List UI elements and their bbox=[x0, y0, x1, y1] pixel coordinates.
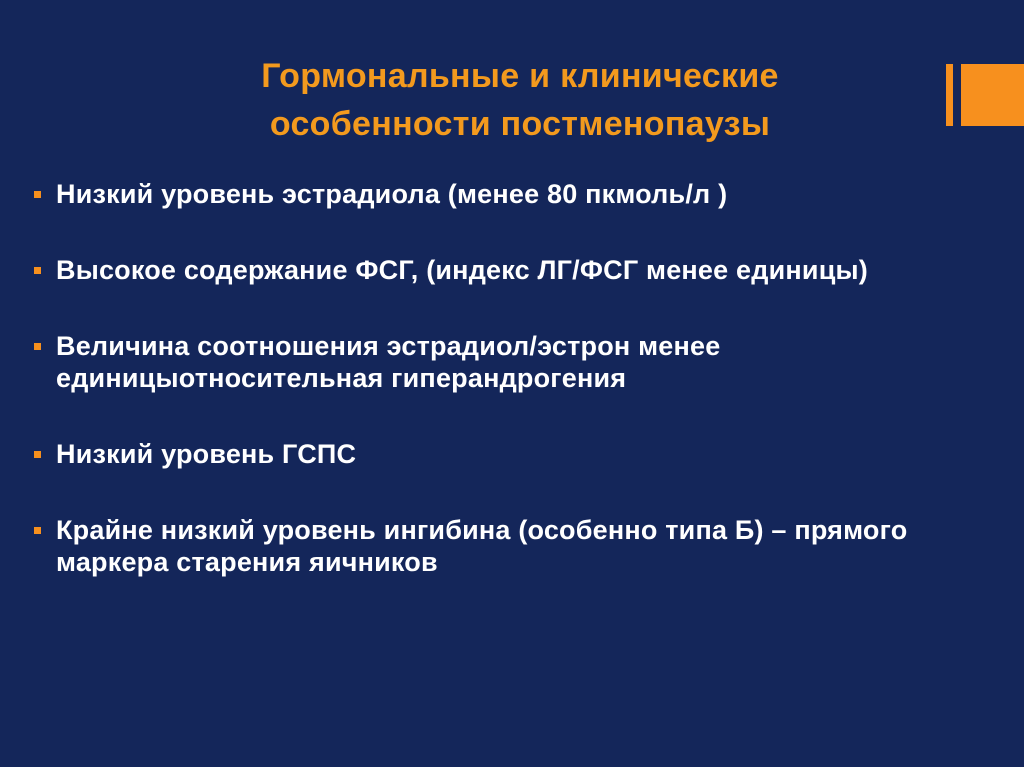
bullet-item bbox=[34, 178, 934, 210]
slide-title bbox=[130, 52, 910, 148]
bullet-text: Низкий уровень эстрадиола (менее 80 пкмоль/л ) bbox=[56, 179, 728, 209]
bullet-text: Величина соотношения эстрадиол/эстрон менее единицыотносительная гиперандрогения bbox=[56, 331, 721, 393]
accent-bar-block bbox=[961, 64, 1024, 126]
bullet-item bbox=[34, 254, 934, 286]
title-line-2: особенности постменопаузы bbox=[269, 105, 771, 143]
bullet-text: Крайне низкий уровень ингибина (особенно типа Б) – прямого маркера старения яичников bbox=[56, 515, 908, 577]
bullet-item bbox=[34, 514, 934, 578]
bullet-marker-icon bbox=[34, 451, 41, 458]
bullet-item bbox=[34, 438, 934, 470]
bullet-marker-icon bbox=[34, 343, 41, 350]
bullet-text: Высокое содержание ФСГ, (индекс ЛГ/ФСГ менее единицы) bbox=[56, 255, 868, 285]
bullet-marker-icon bbox=[34, 527, 41, 534]
bullet-text: Низкий уровень ГСПС bbox=[56, 439, 357, 469]
bullet-list bbox=[34, 178, 934, 578]
bullet-marker-icon bbox=[34, 191, 41, 198]
bullet-item bbox=[34, 330, 934, 394]
accent-bar-thin bbox=[946, 64, 953, 126]
title-line-1: Гормональные и клинические bbox=[261, 57, 779, 95]
bullet-marker-icon bbox=[34, 267, 41, 274]
